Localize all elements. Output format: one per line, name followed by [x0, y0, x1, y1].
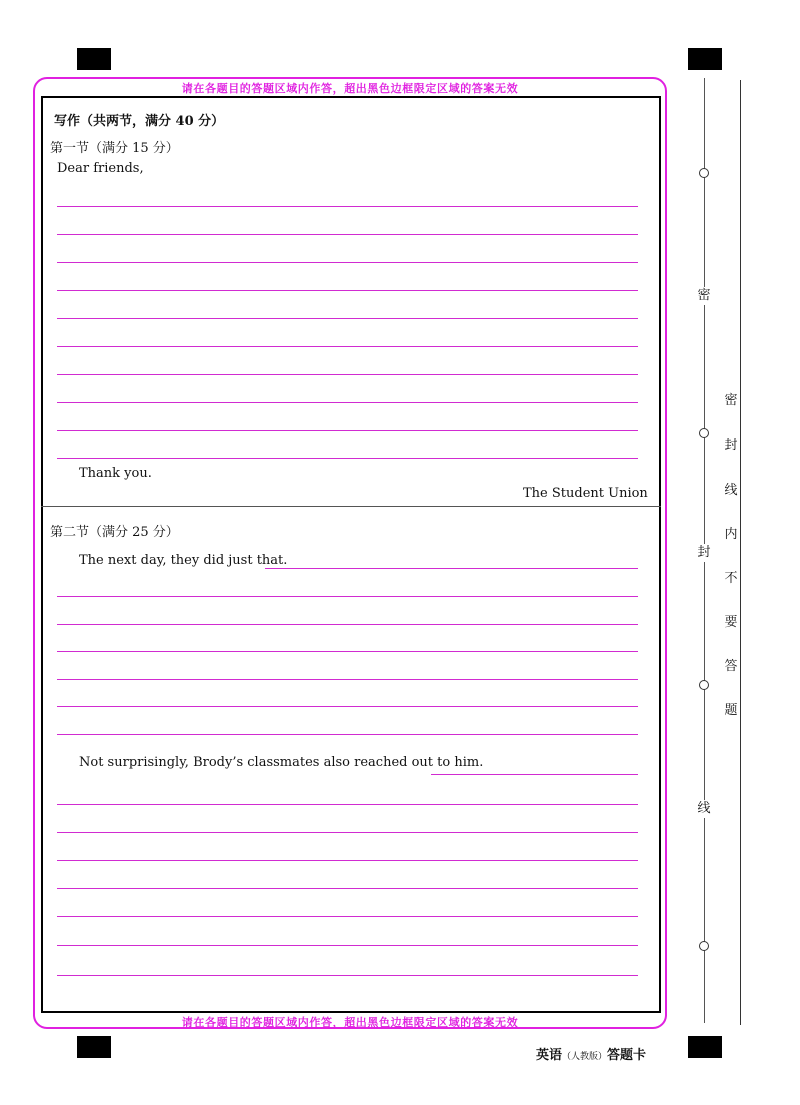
para1-start: The next day, they did just that.: [79, 553, 288, 568]
writing-line[interactable]: [57, 888, 638, 889]
writing-line[interactable]: [57, 430, 638, 431]
writing-line[interactable]: [57, 916, 638, 917]
writing-line[interactable]: [57, 734, 638, 735]
binding-line: [740, 80, 741, 1025]
notice-char: 题: [724, 703, 738, 718]
notice-char: 不: [724, 571, 738, 586]
writing-line[interactable]: [57, 318, 638, 319]
writing-line[interactable]: [57, 402, 638, 403]
writing-line[interactable]: [57, 832, 638, 833]
writing-line[interactable]: [57, 234, 638, 235]
writing-line[interactable]: [265, 568, 638, 569]
writing-line[interactable]: [57, 860, 638, 861]
registration-marker-top-left: [77, 48, 111, 70]
section-divider: [41, 506, 661, 507]
writing-line[interactable]: [57, 975, 638, 976]
warning-bottom: 请在各题目的答题区域内作答，超出黑色边框限定区域的答案无效: [181, 1016, 519, 1029]
signature: The Student Union: [523, 486, 648, 501]
writing-line[interactable]: [57, 679, 638, 680]
writing-line[interactable]: [57, 290, 638, 291]
binding-hole: [699, 168, 709, 178]
footer-subject: 英语: [536, 1048, 563, 1063]
section1-title: 第一节（满分 15 分）: [50, 141, 179, 156]
registration-marker-bottom-left: [77, 1036, 111, 1058]
notice-char: 要: [724, 615, 738, 630]
closing: Thank you.: [79, 466, 152, 481]
binding-hole: [699, 941, 709, 951]
writing-line[interactable]: [57, 945, 638, 946]
writing-line[interactable]: [57, 706, 638, 707]
writing-line[interactable]: [57, 346, 638, 347]
greeting: Dear friends,: [57, 161, 144, 176]
warning-top: 请在各题目的答题区域内作答，超出黑色边框限定区域的答案无效: [181, 82, 519, 95]
notice-char: 封: [724, 438, 738, 453]
writing-line[interactable]: [57, 624, 638, 625]
writing-title: 写作（共两节，满分 40 分）: [54, 114, 225, 129]
seal-char-mi: 密: [695, 287, 713, 305]
seal-char-feng: 封: [695, 544, 713, 562]
writing-line[interactable]: [57, 458, 638, 459]
writing-line[interactable]: [57, 262, 638, 263]
notice-char: 密: [724, 393, 738, 408]
registration-marker-bottom-right: [688, 1036, 722, 1058]
binding-hole: [699, 428, 709, 438]
footer-edition: （人教版）: [562, 1052, 608, 1062]
notice-char: 答: [724, 659, 738, 674]
para2-start: Not surprisingly, Brody’s classmates also reached out to him.: [79, 755, 484, 770]
writing-line[interactable]: [57, 206, 638, 207]
writing-line[interactable]: [57, 651, 638, 652]
notice-char: 线: [724, 483, 738, 498]
writing-line[interactable]: [57, 804, 638, 805]
writing-line[interactable]: [57, 374, 638, 375]
writing-line[interactable]: [57, 596, 638, 597]
footer-label: [536, 1044, 646, 1063]
section2-title: 第二节（满分 25 分）: [50, 525, 179, 540]
footer-card: 答题卡: [607, 1048, 647, 1063]
writing-line[interactable]: [431, 774, 638, 775]
notice-char: 内: [724, 527, 738, 542]
seal-char-xian: 线: [695, 800, 713, 818]
registration-marker-top-right: [688, 48, 722, 70]
binding-hole: [699, 680, 709, 690]
